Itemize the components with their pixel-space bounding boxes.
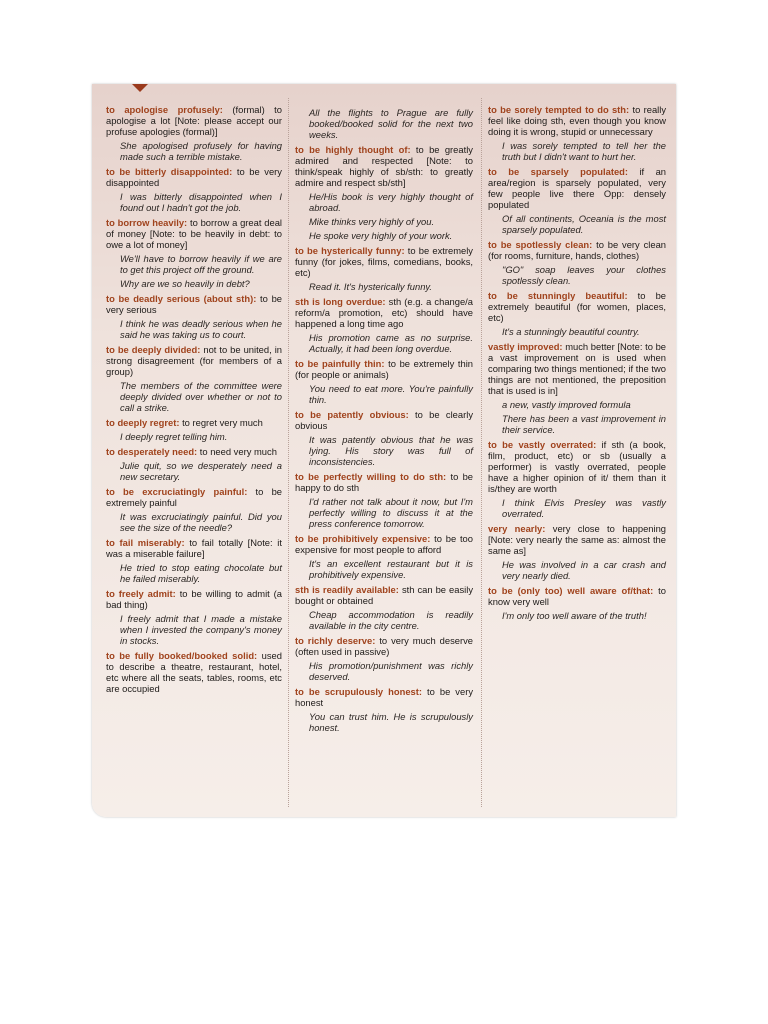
entry (106, 344, 282, 413)
entry (106, 650, 282, 694)
entry-headword: to be perfectly willing to do sth: (295, 471, 447, 482)
entry-headword: to be sparsely populated: (488, 166, 629, 177)
entry-example: I freely admit that I made a mistake when I invested the company's money in stocks. (120, 613, 282, 646)
entry-definition: to be very clean (for rooms, furniture, hands, clothes) (488, 239, 666, 261)
entry-headword: to be highly thought of: (295, 144, 411, 155)
entry (295, 358, 473, 405)
entry-example: Read it. It's hysterically funny. (309, 281, 433, 292)
entry (295, 533, 473, 580)
entry-headword: to be excruciatingly painful: (106, 486, 248, 497)
entry-headword: sth is long overdue: (295, 296, 386, 307)
entry-example: All the flights to Prague are fully booked/booked solid for the next two weeks. (309, 107, 473, 140)
entry (488, 290, 666, 337)
entry-definition: (formal) to apologise a lot [Note: please accept our profuse apologies (formal)] (106, 104, 283, 137)
entry-example: His promotion/punishment was richly deserved. (309, 660, 473, 682)
entry-headword: to be prohibitively expensive: (295, 533, 431, 544)
entry-example: Mike thinks very highly of you. (309, 216, 435, 227)
entry (106, 104, 282, 162)
entry-example: He tried to stop eating chocolate but he failed miserably. (120, 562, 282, 584)
entry-definition: to be very disappointed (106, 166, 282, 188)
entry-definition: to borrow a great deal of money [Note: to be heavily in debt: to owe a lot of money] (106, 217, 282, 250)
entry-headword: vastly improved: (488, 341, 563, 352)
entry-example: I'd rather not talk about it now, but I'm perfectly willing to discuss it at the press conference tomorrow. (309, 496, 473, 529)
entry-definition: to really feel like doing sth, even though you know doing it is wrong, stupid or unnecessary (488, 104, 667, 137)
entry (488, 585, 666, 621)
entry-definition: to be happy to do sth (295, 471, 473, 493)
column-1 (106, 104, 282, 698)
entry-definition: to be very serious (106, 293, 283, 315)
entry-headword: to freely admit: (106, 588, 176, 599)
entry-example: The members of the committee were deeply divided over whether or not to call a strike. (120, 380, 282, 413)
entry-example: I think he was deadly serious when he said he was taking us to court. (120, 318, 282, 340)
entry-headword: to deeply regret: (106, 417, 180, 428)
entry (488, 341, 666, 435)
entry-definition: if sth (a book, film, product, etc) or sb (usually a performer) is vastly overrated, people have a higher opinion of it/ them than it is/they are worth (488, 439, 666, 494)
entry-example: You need to eat more. You're painfully thin. (309, 383, 473, 405)
entry-definition: to regret very much (182, 417, 263, 428)
entry-definition: to be very honest (295, 686, 474, 708)
column-3 (488, 104, 666, 625)
entry-definition: to be greatly admired and respected [Note: to think/speak highly of sb/sth: to greatly admire and respect sb/sth] (295, 144, 473, 188)
entry (488, 104, 666, 162)
entry-headword: to borrow heavily: (106, 217, 188, 228)
entry (106, 588, 282, 646)
entry-example: You can trust him. He is scrupulously honest. (309, 711, 473, 733)
entry-headword: to fail miserably: (106, 537, 185, 548)
entry-definition: sth (e.g. a change/a reform/a promotion, etc) should have happened a long time ago (295, 296, 473, 329)
entry-example: He spoke very highly of your work. (309, 230, 453, 241)
corner-marker-icon (132, 84, 148, 92)
entry-definition: to be extremely thin (for people or animals) (295, 358, 474, 380)
entry (106, 293, 282, 340)
entry (106, 166, 282, 213)
entry-definition: if an area/region is sparsely populated, very few people live there Opp: densely populated (488, 166, 667, 210)
entry (106, 417, 282, 442)
entry-example: It's an excellent restaurant but it is prohibitively expensive. (309, 558, 473, 580)
entry-example: It was patently obvious that he was lying. His story was full of inconsistencies. (309, 434, 473, 467)
entry-example: I'm only too well aware of the truth! (502, 610, 647, 621)
entry (488, 239, 666, 286)
entry-headword: to be (only too) well aware of/that: (488, 585, 654, 596)
entry (106, 537, 282, 584)
entry-example: Julie quit, so we desperately need a new secretary. (120, 460, 282, 482)
entry-definition: to be extremely funny (for jokes, films, comedians, books, etc) (295, 245, 473, 278)
entry-definition: to be clearly obvious (295, 409, 474, 431)
entry-example: There has been a vast improvement in their service. (502, 413, 666, 435)
entry-definition: used to describe a theatre, restaurant, hotel, etc where all the seats, tables, rooms, etc are occupied (106, 650, 282, 694)
entry-headword: to be sorely tempted to do sth: (488, 104, 630, 115)
entry-definition: to fail totally [Note: it was a miserable failure] (106, 537, 282, 559)
entry-definition: to be too expensive for most people to afford (295, 533, 473, 555)
entry (295, 471, 473, 529)
entry-example: He/His book is very highly thought of abroad. (309, 191, 473, 213)
entry-definition: to be extremely painful (106, 486, 283, 508)
dictionary-page (92, 84, 676, 817)
entry-example: It's a stunningly beautiful country. (502, 326, 640, 337)
entry-headword: to be fully booked/booked solid: (106, 650, 258, 661)
entry-example: I was bitterly disappointed when I found out I hadn't got the job. (120, 191, 282, 213)
entry (488, 439, 666, 519)
entry-definition: to know very well (488, 585, 666, 607)
entry-definition: to be willing to admit (a bad thing) (106, 588, 283, 610)
entry-example: I deeply regret telling him. (120, 431, 228, 442)
column-divider (481, 98, 482, 807)
entry-definition: to need very much (199, 446, 277, 457)
entry (295, 245, 473, 292)
entry (106, 217, 282, 289)
entry-definition: very close to happening [Note: very nearly the same as: almost the same as] (488, 523, 667, 556)
entry-example: We'll have to borrow heavily if we are to get this project off the ground. (120, 253, 282, 275)
entry (295, 107, 473, 140)
entry-example: Why are we so heavily in debt? (120, 278, 250, 289)
entry-example: "GO" soap leaves your clothes spotlessly clean. (502, 264, 666, 286)
entry-headword: very nearly: (488, 523, 546, 534)
entry-example: His promotion came as no surprise. Actually, it had been long overdue. (309, 332, 473, 354)
entry-example: Cheap accommodation is readily available in the city centre. (309, 609, 473, 631)
entry (488, 523, 666, 581)
entry-headword: sth is readily available: (295, 584, 399, 595)
entry (106, 446, 282, 482)
entry (295, 296, 473, 354)
entry (488, 166, 666, 235)
entry-example: He was involved in a car crash and very nearly died. (502, 559, 666, 581)
entry-definition: to be extremely beautiful (for women, places, etc) (488, 290, 666, 323)
entry-headword: to be scrupulously honest: (295, 686, 423, 697)
entry (106, 486, 282, 533)
entry-definition: sth can be easily bought or obtained (295, 584, 474, 606)
entry-definition: much better [Note: to be a vast improvement on is used when comparing two things mentioned; if the two things are not mentioned, the preposition that is used is in] (488, 341, 666, 396)
entry (295, 409, 473, 467)
entry-example: a new, vastly improved formula (502, 399, 631, 410)
entry-headword: to desperately need: (106, 446, 198, 457)
entry-headword: to richly deserve: (295, 635, 376, 646)
entry-headword: to be stunningly beautiful: (488, 290, 628, 301)
entry-headword: to be spotlessly clean: (488, 239, 593, 250)
entry-headword: to be bitterly disappointed: (106, 166, 233, 177)
entry-example: She apologised profusely for having made such a terrible mistake. (120, 140, 282, 162)
entry-headword: to apologise profusely: (106, 104, 223, 115)
entry-example: I think Elvis Presley was vastly overrated. (502, 497, 666, 519)
entry (295, 144, 473, 241)
entry (295, 635, 473, 682)
entry-example: I was sorely tempted to tell her the truth but I didn't want to hurt her. (502, 140, 666, 162)
entry-headword: to be hysterically funny: (295, 245, 405, 256)
entry-headword: to be deeply divided: (106, 344, 201, 355)
entry-headword: to be patently obvious: (295, 409, 409, 420)
entry (295, 686, 473, 733)
entry-definition: not to be united, in strong disagreement (for members of a group) (106, 344, 282, 377)
entry-headword: to be deadly serious (about sth): (106, 293, 257, 304)
entry-example: Of all continents, Oceania is the most sparsely populated. (502, 213, 666, 235)
entry-definition: to very much deserve (often used in passive) (295, 635, 474, 657)
column-divider (288, 98, 289, 807)
entry-headword: to be vastly overrated: (488, 439, 597, 450)
entry-headword: to be painfully thin: (295, 358, 385, 369)
entry-example: It was excruciatingly painful. Did you see the size of the needle? (120, 511, 282, 533)
entry (295, 584, 473, 631)
column-2 (295, 104, 473, 737)
